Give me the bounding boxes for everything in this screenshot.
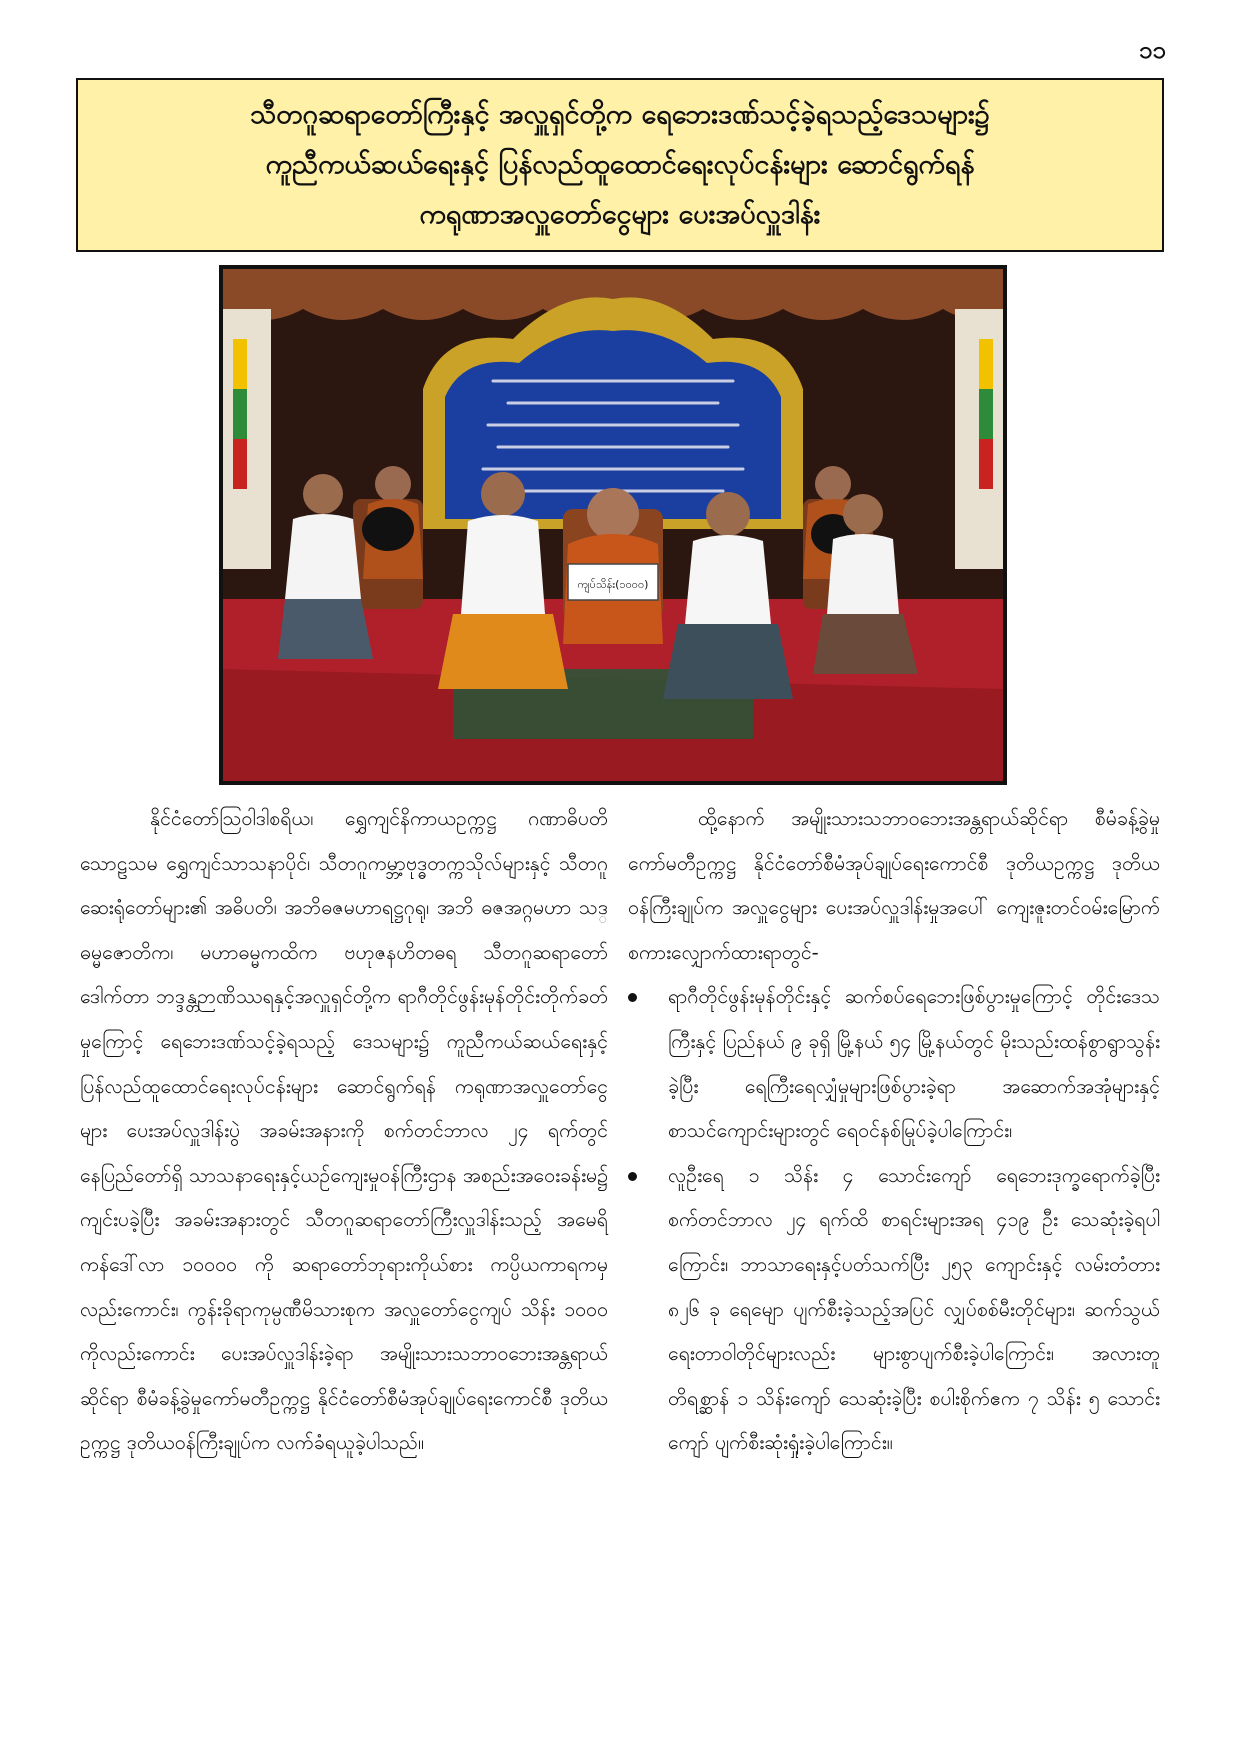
bullet-list (628, 975, 1160, 1466)
headline-box (76, 78, 1164, 252)
bullet-icon (628, 1172, 637, 1181)
ceremony-photo-illustration (223, 269, 1003, 781)
donation-label: ကျပ်သိန်း(၁၀၀၀) (577, 578, 649, 591)
headline-line-3: ကရုဏာအလှူတော်ငွေများ ပေးအပ်လှူဒါန်း (419, 199, 821, 230)
bullet-text: ရာဂီတိုင်ဖွန်းမုန်တိုင်းနှင့် ဆက်စပ်ရေဘေးဖြစ်ပွားမှုကြောင့် တိုင်းဒေသကြီးနှင့် ပြည်နယ် ၉ ခုရှိ မြို့နယ် ၅၄ မြို့နယ်တွင် မိုးသည်းထန်စွာရွာသွန်းခဲ့ပြီး ရေကြီးရေလျှံမှုများဖြစ်ပွားခဲ့ရာ အဆောက်အအုံများနှင့် စာသင်ကျောင်းများတွင် ရေဝင်နစ်မြုပ်ခဲ့ပါကြောင်း၊ (668, 985, 1160, 1143)
right-column (628, 797, 1160, 1466)
bullet-icon (628, 993, 637, 1002)
left-column (80, 797, 608, 1466)
bullet-text: လူဦးရေ ၁ သိန်း ၄ သောင်းကျော် ရေဘေးဒုက္ခရောက်ခဲ့ပြီး စက်တင်ဘာလ ၂၄ ရက်ထိ စာရင်းများအရ ၄၁၉ ဦး သေဆုံးခဲ့ရပါကြောင်း၊ ဘာသာရေးနှင့်ပတ်သက်ပြီး ၂၅၃ ကျောင်းနှင့် လမ်းတံတား ၈၂၆ ခု ရေမျော ပျက်စီးခဲ့သည့်အပြင် လျှပ်စစ်မီးတိုင်များ၊ ဆက်သွယ်ရေးတာဝါတိုင်များလည်း များစွာပျက်စီးခဲ့ပါကြောင်း၊ အလားတူ တိရစ္ဆာန် ၁ သိန်းကျော် သေဆုံးခဲ့ပြီး စပါးစိုက်ဧက ၇ သိန်း ၅ သောင်းကျော် ပျက်စီးဆုံးရှုံးခဲ့ပါကြောင်း။ (668, 1163, 1160, 1455)
page-number: ၁၁ (1139, 36, 1166, 64)
bullet-item (628, 975, 1160, 1153)
ceremony-photo (219, 265, 1007, 785)
headline-line-2: ကူညီကယ်ဆယ်ရေးနှင့် ပြန်လည်ထူထောင်ရေးလုပ်ငန်းများ ဆောင်ရွက်ရန် (265, 149, 975, 180)
left-paragraph: နိုင်ငံတော်သြဝါဒါစရိယ၊ ရွှေကျင်နိကာယဥက္ကဋ္ဌ ဂဏာဓိပတိ သောဠသမ ရွှေကျင်သာသနာပိုင်၊ သီတဂူကမ္ဘာ့ဗုဒ္ဓတက္ကသိုလ်များနှင့် သီတဂူဆေးရုံတော်များ၏ အဓိပတိ၊ အဘိဓဇမဟာရဋ္ဌဂုရု၊ အဘိ ဓဇအဂ္ဂမဟာ သဒ္ဓမ္မဇောတိက၊ မဟာဓမ္မကထိက ဗဟုဇနဟိတဓရ သီတဂူဆရာတော် ဒေါက်တာ ဘဒ္ဒန္တဉာဏိဿရနှင့်အလှူရှင်တို့က ရာဂီတိုင်ဖွန်းမုန်တိုင်းတိုက်ခတ်မှုကြောင့် ရေဘေးဒဏ်သင့်ခဲ့ရသည့် ဒေသများ၌ ကူညီကယ်ဆယ်ရေးနှင့် ပြန်လည်ထူထောင်ရေးလုပ်ငန်းများ ဆောင်ရွက်ရန် ကရုဏာအလှူတော်ငွေများ ပေးအပ်လှူဒါန်းပွဲ အခမ်းအနားကို စက်တင်ဘာလ ၂၄ ရက်တွင် နေပြည်တော်ရှိ သာသနာရေးနှင့်ယဉ်ကျေးမှုဝန်ကြီးဌာန အစည်းအဝေးခန်းမ၌ ကျင်းပခဲ့ပြီး အခမ်းအနားတွင် သီတဂူဆရာတော်ကြီးလှူဒါန်းသည့် အမေရိကန်ဒေါ်လာ ၁၀၀၀၀ ကို ဆရာတော်ဘုရားကိုယ်စား ကပ္ပိယကာရကမှ လည်းကောင်း၊ ကွန်းခိုရာကုမ္ပဏီမိသားစုက အလှူတော်ငွေကျပ် သိန်း ၁၀၀၀ ကိုလည်းကောင်း ပေးအပ်လှူဒါန်းခဲ့ရာ အမျိုးသားသဘာဝဘေးအန္တရာယ်ဆိုင်ရာ စီမံခန့်ခွဲမှုကော်မတီဥက္ကဋ္ဌ နိုင်ငံတော်စီမံအုပ်ချုပ်ရေးကောင်စီ ဒုတိယဥက္ကဋ္ဌ ဒုတိယဝန်ကြီးချုပ်က လက်ခံရယူခဲ့ပါသည်။ (80, 807, 608, 1455)
bullet-item (628, 1154, 1160, 1466)
headline-line-1: သီတဂူဆရာတော်ကြီးနှင့် အလှူရှင်တို့က ရေဘေးဒဏ်သင့်ခဲ့ရသည့်ဒေသများ၌ (250, 99, 990, 130)
right-intro-paragraph: ထို့နောက် အမျိုးသားသဘာဝဘေးအန္တရာယ်ဆိုင်ရာ စီမံခန့်ခွဲမှုကော်မတီဥက္ကဋ္ဌ နိုင်ငံတော်စီမံအုပ်ချုပ်ရေးကောင်စီ ဒုတိယဥက္ကဋ္ဌ ဒုတိယဝန်ကြီးချုပ်က အလှူငွေများ ပေးအပ်လှူဒါန်းမှုအပေါ် ကျေးဇူးတင်ဝမ်းမြောက်စကားလျှောက်ထားရာတွင်- (628, 807, 1160, 964)
